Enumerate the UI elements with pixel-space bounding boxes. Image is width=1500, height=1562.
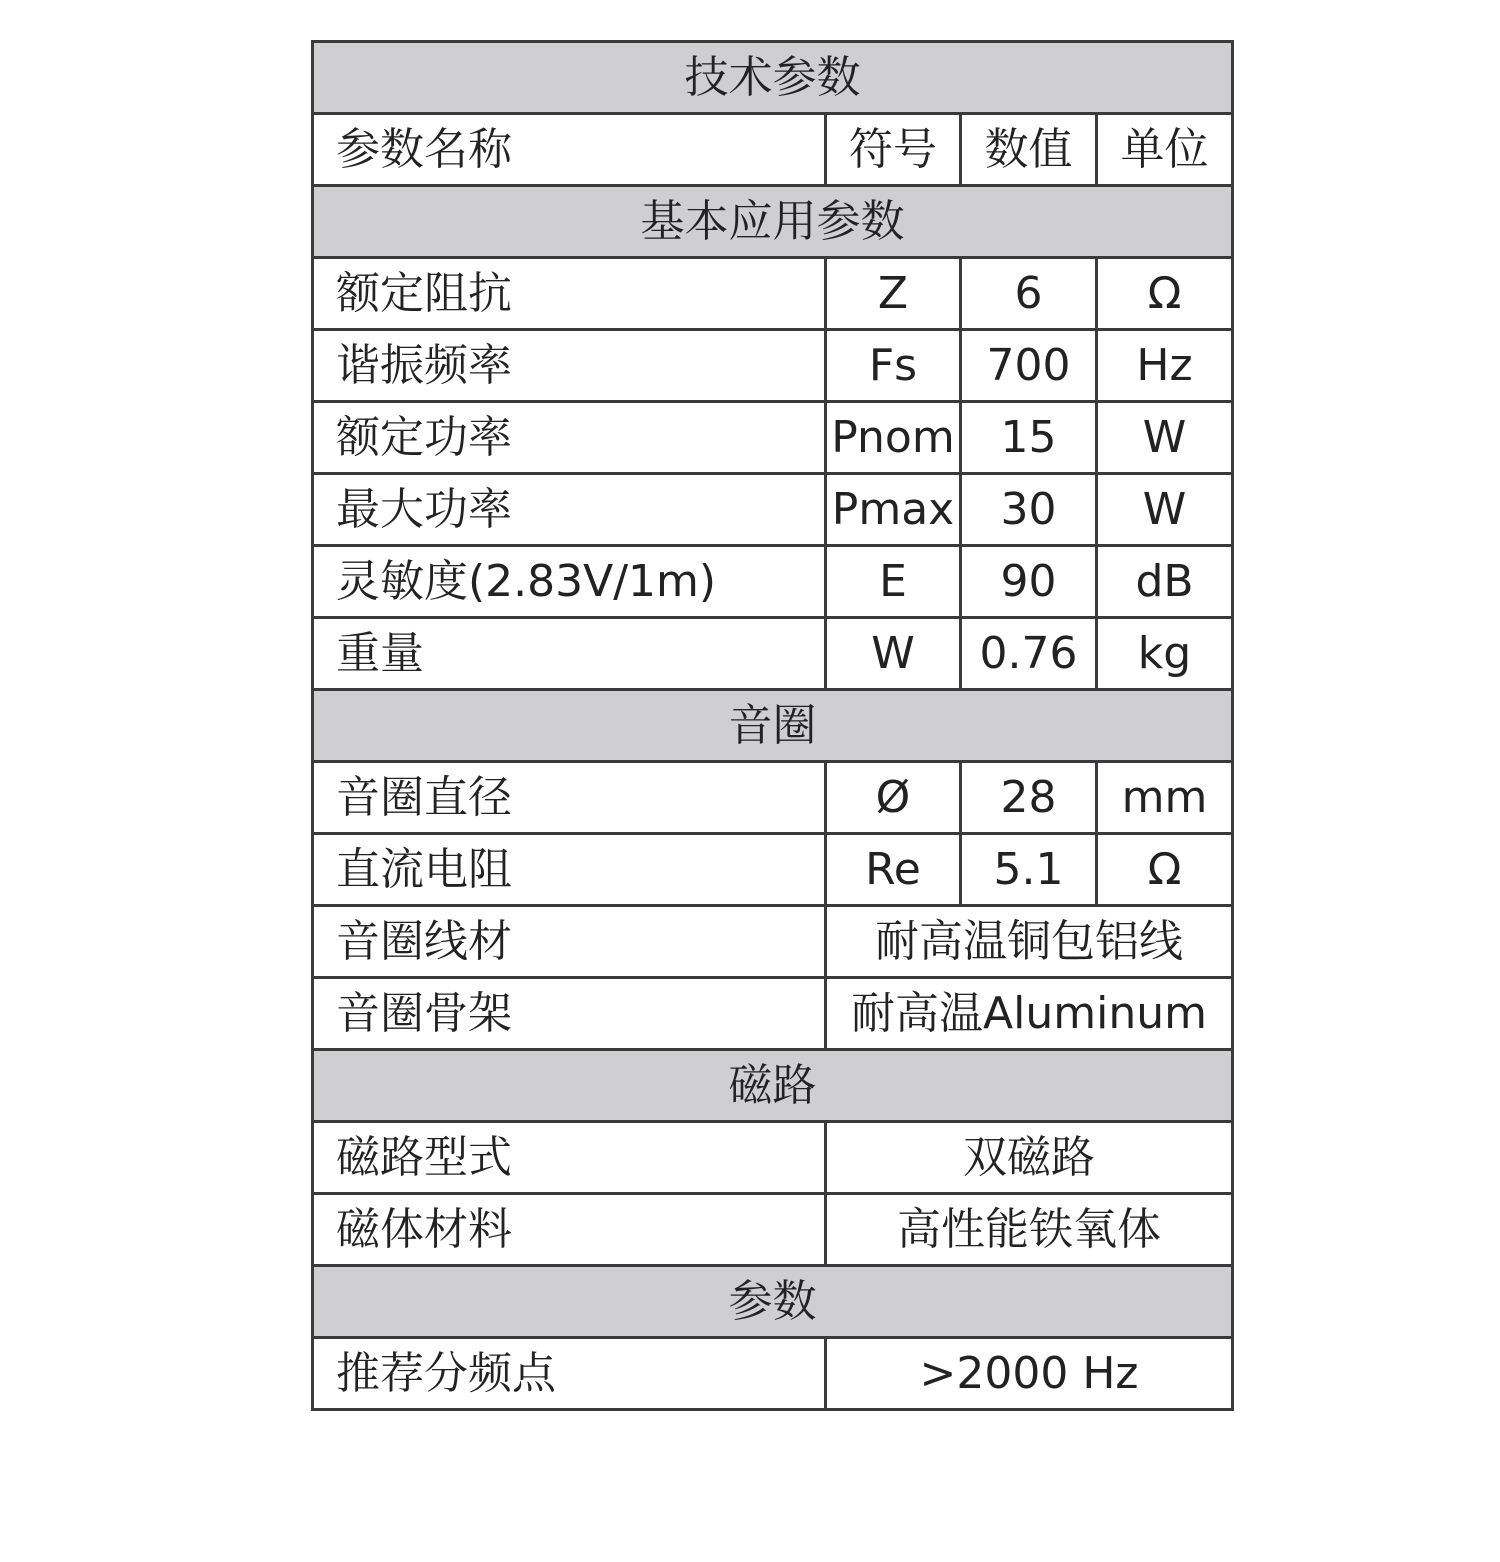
param-name: 最大功率 [313,474,826,546]
param-name: 推荐分频点 [313,1338,826,1410]
table-row [313,906,1233,978]
param-name: 音圈线材 [313,906,826,978]
table-title: 技术参数 [313,42,1233,114]
param-value: >2000 Hz [826,1338,1233,1410]
param-value: 5.1 [961,834,1097,906]
param-name: 音圈骨架 [313,978,826,1050]
param-name: 磁体材料 [313,1194,826,1266]
param-value: 28 [961,762,1097,834]
param-unit: W [1097,402,1233,474]
header-value: 数值 [961,114,1097,186]
param-value: 15 [961,402,1097,474]
table-row [313,978,1233,1050]
header-row [313,114,1233,186]
param-value: 6 [961,258,1097,330]
param-unit: Hz [1097,330,1233,402]
param-unit: dB [1097,546,1233,618]
table-row [313,618,1233,690]
param-symbol: Pmax [826,474,961,546]
param-name: 额定阻抗 [313,258,826,330]
param-value: 700 [961,330,1097,402]
param-symbol: Fs [826,330,961,402]
param-name: 谐振频率 [313,330,826,402]
param-symbol: Z [826,258,961,330]
table-row [313,1122,1233,1194]
section-row-params [313,1266,1233,1338]
param-name: 灵敏度(2.83V/1m) [313,546,826,618]
param-value: 30 [961,474,1097,546]
param-value: 高性能铁氧体 [826,1194,1233,1266]
table-row [313,1194,1233,1266]
param-value: 0.76 [961,618,1097,690]
param-symbol: Re [826,834,961,906]
param-unit: kg [1097,618,1233,690]
section-row-magnet [313,1050,1233,1122]
param-value: 双磁路 [826,1122,1233,1194]
table-row [313,762,1233,834]
param-symbol: Pnom [826,402,961,474]
section-title-magnet: 磁路 [313,1050,1233,1122]
param-value: 耐高温Aluminum [826,978,1233,1050]
table-row [313,834,1233,906]
param-unit: W [1097,474,1233,546]
param-name: 磁路型式 [313,1122,826,1194]
header-name: 参数名称 [313,114,826,186]
table-row [313,330,1233,402]
spec-table [311,40,1234,1411]
section-title-basic: 基本应用参数 [313,186,1233,258]
header-symbol: 符号 [826,114,961,186]
table-title-row [313,42,1233,114]
table-row [313,258,1233,330]
param-symbol: W [826,618,961,690]
param-value: 耐高温铜包铝线 [826,906,1233,978]
table-row [313,1338,1233,1410]
table-row [313,546,1233,618]
header-unit: 单位 [1097,114,1233,186]
param-value: 90 [961,546,1097,618]
table-row [313,402,1233,474]
param-name: 音圈直径 [313,762,826,834]
param-symbol: Ø [826,762,961,834]
param-name: 额定功率 [313,402,826,474]
section-row-basic [313,186,1233,258]
param-symbol: E [826,546,961,618]
section-row-voice-coil [313,690,1233,762]
param-unit: Ω [1097,834,1233,906]
table-row [313,474,1233,546]
param-unit: Ω [1097,258,1233,330]
section-title-voice-coil: 音圈 [313,690,1233,762]
param-name: 直流电阻 [313,834,826,906]
param-unit: mm [1097,762,1233,834]
param-name: 重量 [313,618,826,690]
section-title-params: 参数 [313,1266,1233,1338]
